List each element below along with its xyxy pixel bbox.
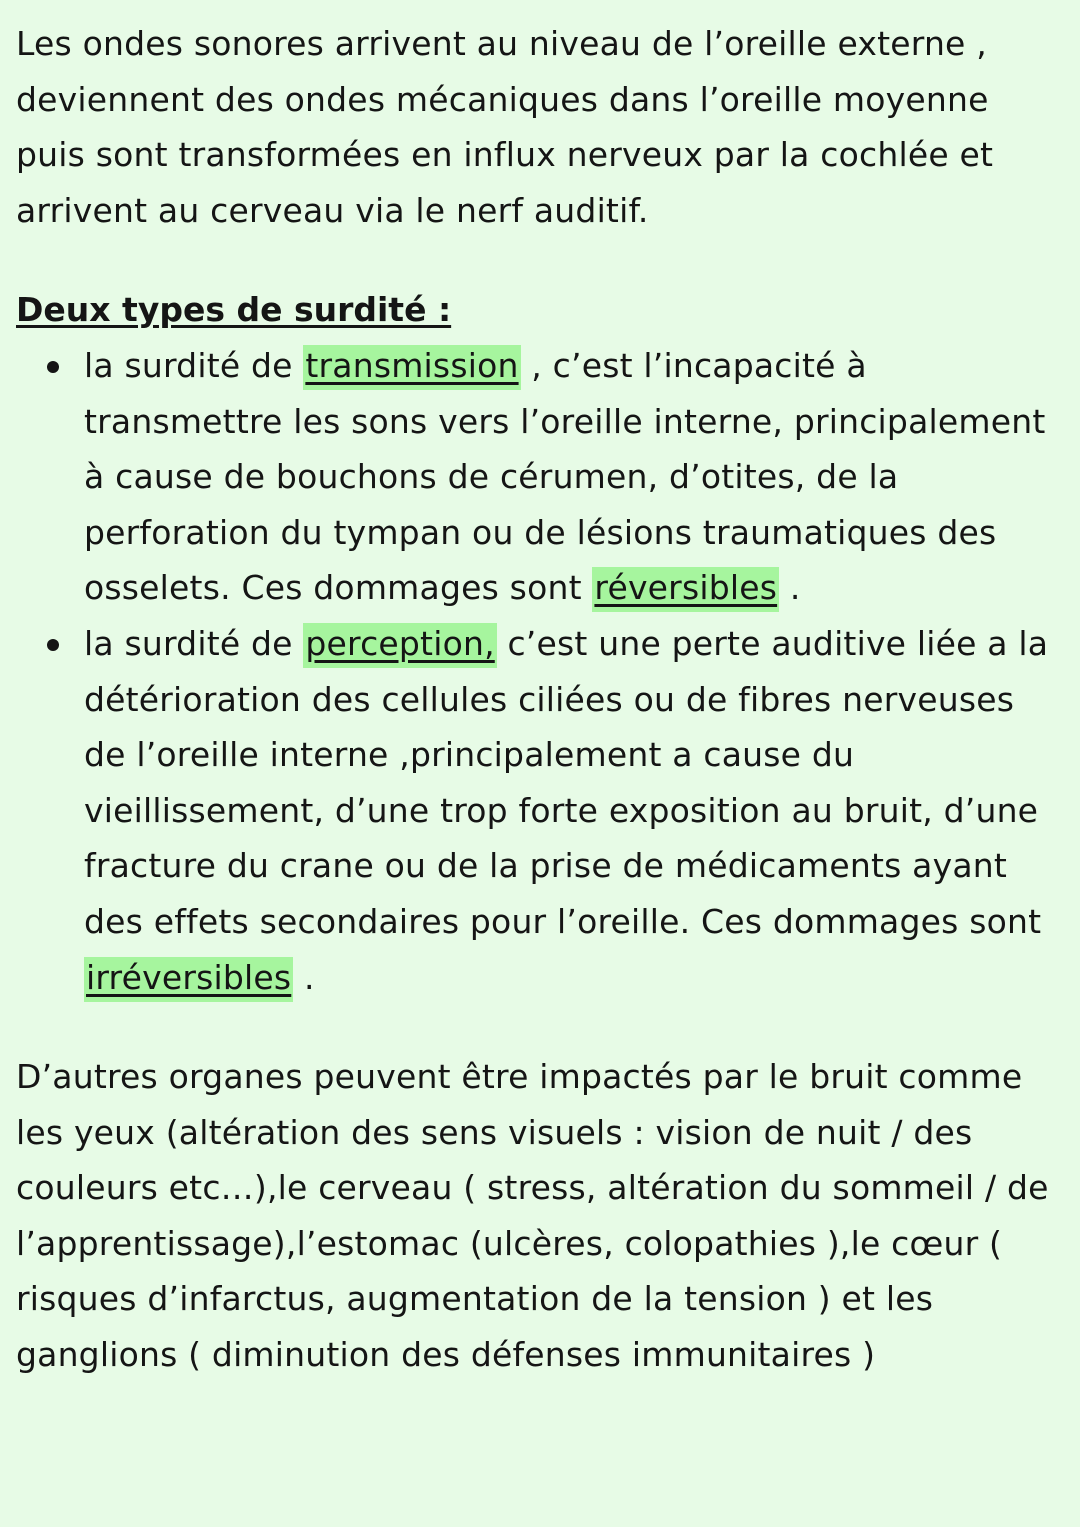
- bullet-text-middle: c’est une perte auditive liée a la détérioration des cellules ciliées ou de fibres nerveuses de l’oreille interne ,principalement a cause du vieillissement, d’une trop forte exposition au bruit, d’une fracture du crane ou de la prise de médicaments ayant des effets secondaires pour l’oreille. Ces dommages sont: [84, 623, 1049, 941]
- section-heading: Deux types de surdité :: [16, 290, 452, 330]
- bullet-text-end: .: [293, 957, 315, 997]
- deafness-types-list: [16, 338, 1062, 1005]
- bullet-icon: [47, 361, 59, 373]
- list-item-perception: [84, 616, 1062, 1005]
- bullet-icon: [47, 639, 59, 651]
- highlight-term-irreversibles: irréversibles: [84, 957, 293, 1002]
- highlight-term-reversibles: réversibles: [592, 567, 779, 612]
- bullet-text-start: la surdité de: [84, 623, 304, 663]
- bullet-text-middle: , c’est l’incapacité à transmettre les sons vers l’oreille interne, principalement à cause de bouchons de cérumen, d’otites, de la perforation du tympan ou de lésions traumatiques des osselets. Ces dommages sont: [84, 345, 1046, 608]
- bullet-text-end: .: [779, 568, 801, 608]
- bullet-text-start: la surdité de: [84, 345, 304, 385]
- intro-paragraph: Les ondes sonores arrivent au niveau de l’oreille externe , deviennent des ondes mécaniques dans l’oreille moyenne puis sont transformées en influx nerveux par la cochlée et arrivent au cerveau via le nerf auditif.: [16, 24, 994, 230]
- highlight-term-transmission: transmission: [303, 345, 520, 390]
- highlight-term-perception: perception,: [303, 623, 496, 668]
- list-item-transmission: [84, 338, 1062, 616]
- outro-paragraph: D’autres organes peuvent être impactés par le bruit comme les yeux (altération des sens visuels : vision de nuit / des couleurs etc…),le cerveau ( stress, altération du sommeil / de l’apprentissage),l’estomac (ulcères, colopathies ),le cœur ( risques d’infarctus, augmentation de la tension ) et les ganglions ( diminution des défenses immunitaires ): [16, 1057, 1049, 1375]
